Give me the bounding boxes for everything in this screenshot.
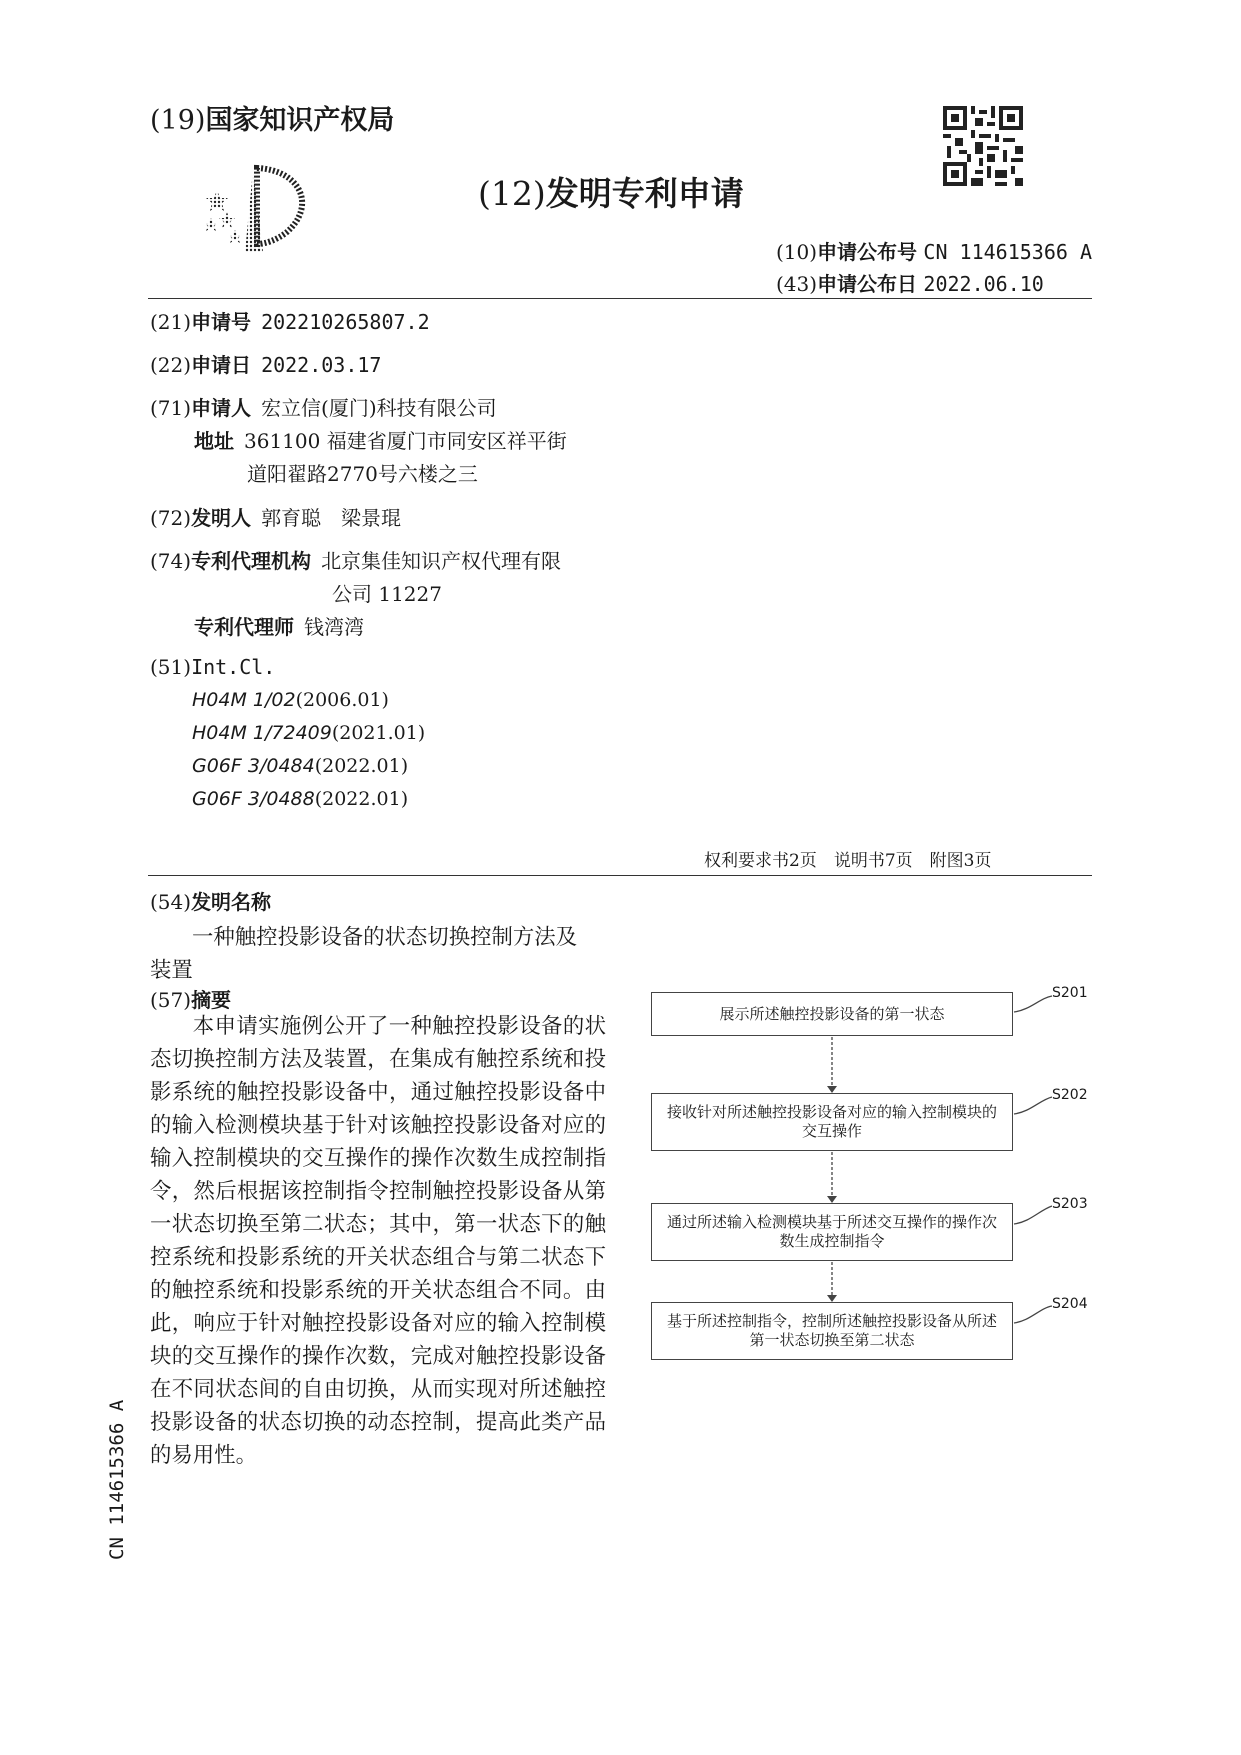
abstract-heading — [150, 984, 241, 1013]
app-date-label: 申请日 — [191, 353, 252, 377]
app-number: 202210265807.2 — [261, 310, 430, 334]
ipc-version: (2021.01) — [331, 722, 426, 744]
abstract-text: 本申请实施例公开了一种触控投影设备的状态切换控制方法及装置，在集成有触控系统和投影系统的触控投影设备中，通过触控投影设备中的输入检测模块基于针对该触控投影设备对应的输入控制模块的交互操作的操作次数生成控制指令，然后根据该控制指令控制触控投影设备从第一状态切换至第二状态；其中，第一状态下的触控系统和投影系统的开关状态组合与第二状态下的触控系统和投影系统的开关状态组合不同。由此，响应于针对触控投影设备对应的输入控制模块的交互操作的操作次数，完成对触控投影设备在不同状态间的自由切换，从而实现对所述触控投影设备的状态切换的动态控制，提高此类产品的易用性。 — [150, 1014, 606, 1468]
flow-step-label: S202 — [1052, 1087, 1088, 1103]
title-code: (54) — [150, 890, 192, 914]
pub-number-code: (10) — [776, 240, 818, 264]
agency-line1: 北京集佳知识产权代理有限 — [321, 549, 562, 573]
flow-step-text: 基于所述控制指令，控制所述触控投影设备从所述第一状态切换至第二状态 — [666, 1312, 997, 1349]
pub-date-label: 申请公布日 — [817, 272, 918, 296]
flow-step-text: 通过所述输入检测模块基于所述交互操作的操作次数生成控制指令 — [666, 1213, 997, 1250]
address-row — [194, 425, 567, 454]
invention-title-heading — [150, 886, 281, 915]
agency-label: 专利代理机构 — [191, 549, 312, 573]
flow-step-text: 展示所述触控投影设备的第一状态 — [719, 1004, 945, 1023]
ipc-code: G06F 3/0488 — [192, 788, 315, 810]
side-publication-number: CN 114615366 A — [106, 1399, 128, 1560]
agency-row-2 — [332, 578, 442, 607]
flow-step-label: S204 — [1052, 1296, 1088, 1312]
app-number-row — [150, 306, 430, 335]
ipc-entry — [192, 722, 425, 744]
ipc-entry — [192, 788, 408, 810]
agency-line2: 公司 11227 — [332, 582, 442, 606]
applicant-code: (71) — [150, 396, 192, 420]
app-number-code: (21) — [150, 310, 192, 334]
app-date-row — [150, 349, 381, 378]
address-line1: 361100 福建省厦门市同安区祥平街 — [244, 429, 567, 453]
app-number-label: 申请号 — [191, 310, 252, 334]
invention-title-line1: 一种触控投影设备的状态切换控制方法及 — [192, 925, 578, 950]
ipc-version: (2006.01) — [295, 689, 389, 711]
agent: 钱湾湾 — [304, 615, 364, 639]
pub-date-code: (43) — [776, 272, 818, 296]
inventors-label: 发明人 — [191, 506, 252, 530]
pub-number-line — [776, 236, 1092, 265]
flow-step-label: S203 — [1052, 1196, 1088, 1212]
doc-type-code: (12) — [478, 174, 546, 213]
app-date: 2022.03.17 — [261, 353, 382, 377]
address-line2: 道阳翟路2770号六楼之三 — [247, 462, 478, 486]
agent-row — [194, 611, 364, 640]
address-label: 地址 — [194, 429, 234, 453]
flow-step-text: 接收针对所述触控投影设备对应的输入控制模块的交互操作 — [666, 1103, 997, 1140]
applicant-row — [150, 392, 497, 421]
office-code: (19) — [150, 105, 206, 136]
pages-divider — [148, 875, 1092, 876]
invention-title-line2: 装置 — [150, 958, 193, 983]
agency-code: (74) — [150, 549, 192, 573]
applicant-label: 申请人 — [191, 396, 252, 420]
ipc-code: H04M 1/02 — [192, 689, 296, 711]
agency-row — [150, 545, 561, 574]
pages-info: 权利要求书2页 说明书7页 附图3页 — [704, 851, 992, 871]
pub-number: CN 114615366 A — [923, 240, 1092, 264]
flow-connectors — [640, 990, 1080, 1370]
pub-date: 2022.06.10 — [923, 272, 1044, 296]
office-line — [150, 98, 394, 137]
inventors: 郭育聪 梁景琨 — [261, 506, 402, 530]
int-cl-label: Int.Cl. — [191, 655, 276, 679]
abstract-label: 摘要 — [191, 988, 232, 1012]
qr-code-icon — [943, 106, 1023, 186]
applicant: 宏立信(厦门)科技有限公司 — [261, 396, 497, 420]
office-name: 国家知识产权局 — [205, 105, 395, 136]
address-row-2 — [247, 458, 478, 487]
doc-type-line — [478, 168, 744, 215]
agent-label: 专利代理师 — [194, 615, 294, 639]
pub-date-line — [776, 268, 1044, 297]
ipc-version: (2022.01) — [314, 755, 409, 777]
ipc-version: (2022.01) — [314, 788, 409, 810]
app-date-code: (22) — [150, 353, 192, 377]
int-cl-row — [150, 655, 275, 679]
ipc-entry — [192, 755, 408, 777]
cnipa-logo-icon — [205, 160, 320, 260]
doc-type: 发明专利申请 — [545, 174, 744, 213]
inventors-row — [150, 502, 401, 531]
pub-number-label: 申请公布号 — [817, 240, 918, 264]
abstract-code: (57) — [150, 988, 192, 1012]
header-divider — [148, 298, 1092, 299]
ipc-code: G06F 3/0484 — [192, 755, 315, 777]
ipc-entry — [192, 689, 389, 711]
inventors-code: (72) — [150, 506, 192, 530]
title-label: 发明名称 — [191, 890, 272, 914]
flow-step-label: S201 — [1052, 985, 1088, 1001]
ipc-code: H04M 1/72409 — [192, 722, 332, 744]
int-cl-code: (51) — [150, 655, 192, 679]
